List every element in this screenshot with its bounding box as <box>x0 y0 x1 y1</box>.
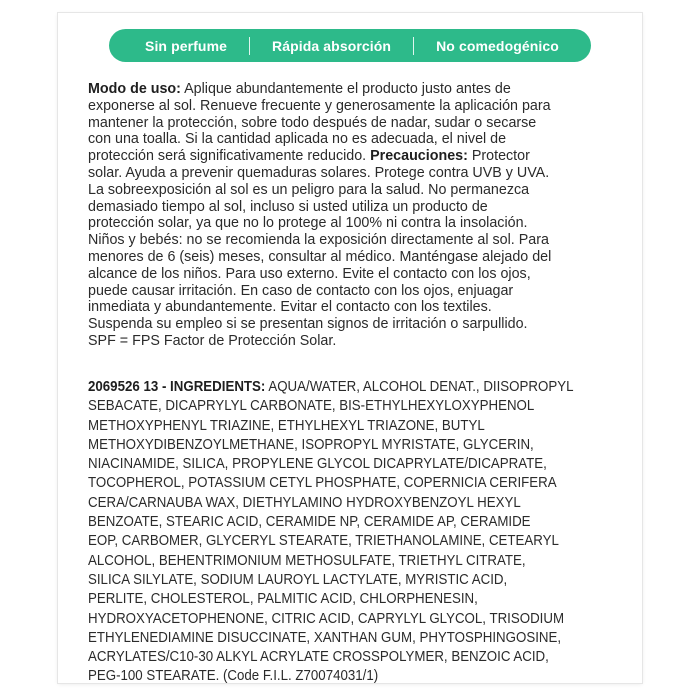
badge-sin-perfume: Sin perfume <box>145 37 228 54</box>
badge-rapida-absorcion: Rápida absorción <box>272 37 392 54</box>
ingredients-heading: 2069526 13 - INGREDIENTS: <box>88 379 266 395</box>
usage-text: Aplique abundantemente el producto justo antes de exponerse al sol. Renueve frecuente y generosamente la aplicación para mantener la protección, sobre todo después de nadar, sudar o secarse con una toalla. Si la cantidad aplicada no es adecuada, el nivel de protección será significativamente reducido. <box>88 81 551 165</box>
badge-divider <box>413 37 414 55</box>
precautions-heading: Precauciones: <box>370 148 468 165</box>
features-badge-bar <box>109 29 591 62</box>
precautions-text: Protector solar. Ayuda a prevenir quemaduras solares. Protege contra UVB y UVA. La sobreexposición al sol es un peligro para la salud. No permanezca demasiado tiempo al sol, incluso si usted utiliza un producto de protección solar, ya que no lo protege al 100% ni contra la insolación. Niños y bebés: no se recomienda la exposición directamente al sol. Para menores de 6 (seis) meses, consultar al médico. Manténgase alejado del alcance de los niños. Para uso externo. Evite el contacto con los ojos, puede causar irritación. En caso de contacto con los ojos, enjuagar inmediata y abundantemente. Evitar el contacto con los textiles. Suspenda su empleo si se presentan signos de irritación o sarpullido. SPF = FPS Factor de Protección Solar. <box>88 148 552 349</box>
ingredients-list <box>88 378 590 687</box>
badge-no-comedogenico: No comedogénico <box>436 37 559 54</box>
usage-heading: Modo de uso: <box>88 81 181 97</box>
ingredients-text: AQUA/WATER, ALCOHOL DENAT., DIISOPROPYL SEBACATE, DICAPRYLYL CARBONATE, BIS-ETHYLHEXYLOXYPHENOL METHOXYPHENYL TRIAZINE, ETHYLHEXYL TRIAZONE, BUTYL METHOXYDIBENZOYLMETHANE, ISOPROPYL MYRISTATE, GLYCERIN, NIACINAMIDE, SILICA, PROPYLENE GLYCOL DICAPRYLATE/DICAPRATE, TOCOPHEROL, POTASSIUM CETYL PHOSPHATE, COPERNICIA CERIFERA CERA/CARNAUBA WAX, DIETHYLAMINO HYDROXYBENZOYL HEXYL BENZOATE, STEARIC ACID, CERAMIDE NP, CERAMIDE AP, CERAMIDE EOP, CARBOMER, GLYCERYL STEARATE, TRIETHANOLAMINE, CETEARYL ALCOHOL, BEHENTRIMONIUM METHOSULFATE, TRIETHYL CITRATE, SILICA SILYLATE, SODIUM LAUROYL LACTYLATE, MYRISTIC ACID, PERLITE, CHOLESTEROL, PALMITIC ACID, CHLORPHENESIN, HYDROXYACETOPHENONE, CITRIC ACID, CAPRYLYL GLYCOL, TRISODIUM ETHYLENEDIAMINE DISUCCINATE, XANTHAN GUM, PHYTOSPHINGOSINE, ACRYLATES/C10-30 ALKYL ACRYLATE CROSSPOLYMER, BENZOIC ACID, PEG-100 STEARATE. (Code F.I.L. Z70074031/1) <box>88 379 574 685</box>
usage-instructions <box>88 81 620 350</box>
badge-divider <box>249 37 250 55</box>
